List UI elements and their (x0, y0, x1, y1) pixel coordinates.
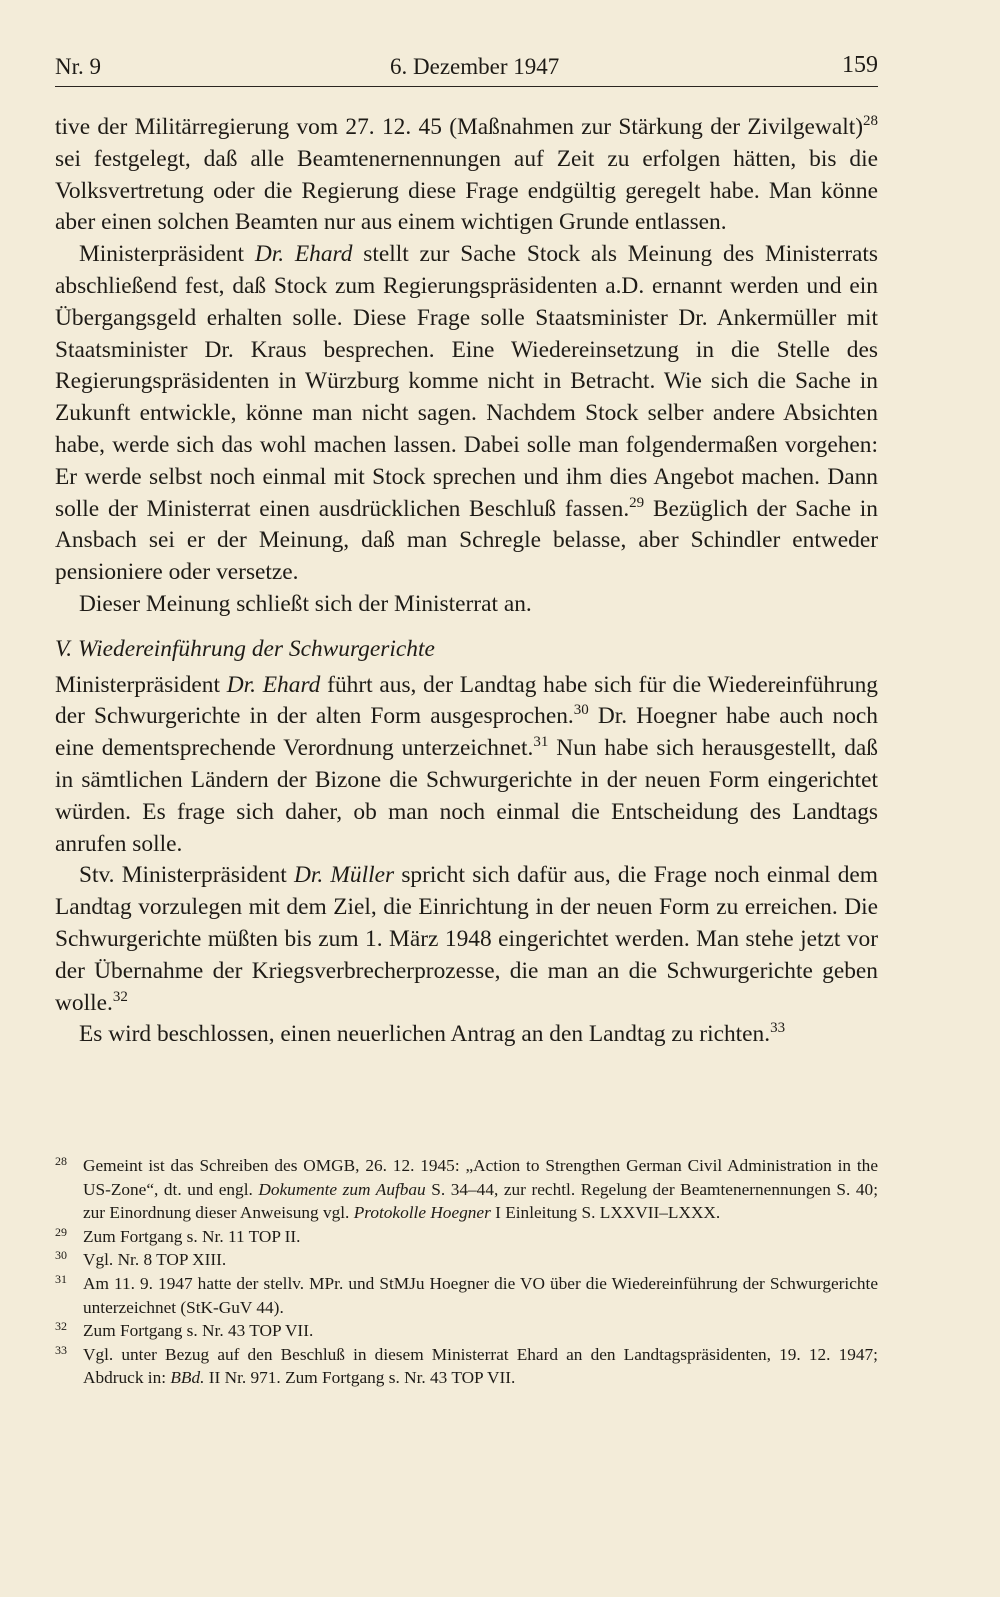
footnote-ref[interactable]: 31 (533, 734, 549, 751)
footnote-number: 30 (55, 1248, 67, 1263)
paragraph: Es wird beschlossen, einen neuerlichen Antrag an den Landtag zu richten.$^{33}$ (79, 1020, 786, 1048)
footnote: 31 Am 11. 9. 1947 hatte der stellv. MPr. und StMJu Hoegner die VO über die Wiedereinführung der Schwurgerichte unterzeichnet (StK-GuV 44). (55, 1272, 878, 1319)
header-date: 6. Dezember 1947 (390, 54, 560, 79)
footnote-ref[interactable]: 28 (863, 113, 878, 129)
section-heading: V. Wiedereinführung der Schwurgerichte (55, 635, 435, 662)
footnote-number: 33 (55, 1342, 67, 1357)
book-page (55, 0, 878, 1597)
paragraph: Ministerpräsident Dr. Ehard führt aus, der Landtag habe sich für die Wiedereinführung der Schwurgerichte in der alten Form ausgesprochen.$^{30}$ Dr. Hoegner habe auch noch eine dementsprechende Verordnung unterzeichnet.$^{31}$ Nun habe sich herausgestellt, daß in sämtlichen Ländern der Bizone die Schwurgerichte in der neuen Form eingerichtet würden. Es frage sich daher, ob man noch einmal die Entscheidung des Landtags anrufen solle. (55, 671, 879, 857)
header-rule (55, 86, 878, 87)
page-number: 159 (842, 52, 878, 78)
footnotes (55, 1154, 878, 1390)
footnote-ref[interactable]: 30 (573, 702, 589, 719)
footnote-number: 32 (55, 1319, 67, 1334)
footnote-ref[interactable]: 32 (112, 988, 128, 1005)
footnote-number: 29 (55, 1224, 67, 1239)
footnote: 30 Vgl. Nr. 8 TOP XIII. (55, 1248, 878, 1272)
speaker-name: Dr. Ehard (254, 241, 353, 268)
footnote: 29 Zum Fortgang s. Nr. 11 TOP II. (55, 1225, 878, 1249)
main-text (55, 112, 878, 1051)
speaker-name: Dr. Müller (293, 862, 395, 889)
paragraph: tive der Militärregierung vom 27. 12. 45 (Maßnahmen zur Stärkung der Zivilgewalt)$^{28}$ sei festgelegt, daß alle Beamtenernennungen auf Zeit zu erfolgen hätten, bis die Volksvertretung oder die Regierung diese Frage endgültig geregelt habe. Man könne aber einen solchen Beamten nur aus einem wichtigen Grunde entlassen. (55, 113, 878, 236)
footnote-number: 28 (55, 1154, 67, 1168)
running-header (55, 52, 878, 86)
footnote: 33 Vgl. unter Bezug auf den Beschluß in diesem Ministerrat Ehard an den Landtagspräsidenten, 19. 12. 1947; Abdruck in: BBd. II Nr. 971. Zum Fortgang s. Nr. 43 TOP VII. (55, 1343, 878, 1390)
footnote: 32 Zum Fortgang s. Nr. 43 TOP VII. (55, 1319, 878, 1343)
document-number: Nr. 9 (55, 54, 101, 79)
paragraph: Dieser Meinung schließt sich der Ministerrat an. (79, 590, 532, 617)
speaker-name: Dr. Ehard (226, 671, 321, 698)
paragraph: Stv. Ministerpräsident Dr. Müller spricht sich dafür aus, die Frage noch einmal dem Landtag vorzulegen mit dem Ziel, die Einrichtung in der neuen Form zu erreichen. Die Schwurgerichte müßten bis zum 1. März 1948 eingerichtet werden. Man stehe jetzt vor der Übernahme der Kriegsverbrecherprozesse, die man an die Schwurgerichte geben wolle.$^{32}$ (55, 862, 878, 1016)
footnote-number: 31 (55, 1271, 67, 1286)
footnote: 28 Gemeint ist das Schreiben des OMGB, 26. 12. 1945: „Action to Strengthen German Civil Administration in the US-Zone“, dt. und engl. Dokumente zum Aufbau S. 34–44, zur rechtl. Regelung der Beamtenernennungen S. 40; zur Einordnung dieser Anweisung vgl. Protokolle Hoegner I Einleitung S. LXXVII–LXXX. (55, 1154, 878, 1225)
paragraph: Ministerpräsident Dr. Ehard stellt zur Sache Stock als Meinung des Ministerrats abschließend fest, daß Stock zum Regierungspräsidenten a.D. ernannt werden und ein Übergangsgeld erhalten solle. Diese Frage solle Staatsminister Dr. Ankermüller mit Staatsminister Dr. Kraus besprechen. Eine Wiedereinsetzung in die Stelle des Regierungspräsidenten in Würzburg komme nicht in Betracht. Wie sich die Sache in Zukunft entwickle, könne man nicht sagen. Nachdem Stock selber andere Absichten habe, werde sich das wohl machen lassen. Dabei solle man folgendermaßen vorgehen: Er werde selbst noch einmal mit Stock sprechen und ihm dies Angebot machen. Dann solle der Ministerrat einen ausdrücklichen Beschluß fassen.$^{29}$ Bezüglich der Sache in Ansbach sei er der Meinung, daß man Schregle belasse, aber Schindler entweder pensioniere oder versetze. (55, 241, 878, 586)
footnote-ref[interactable]: 29 (629, 494, 645, 511)
footnote-ref[interactable]: 33 (770, 1020, 786, 1037)
